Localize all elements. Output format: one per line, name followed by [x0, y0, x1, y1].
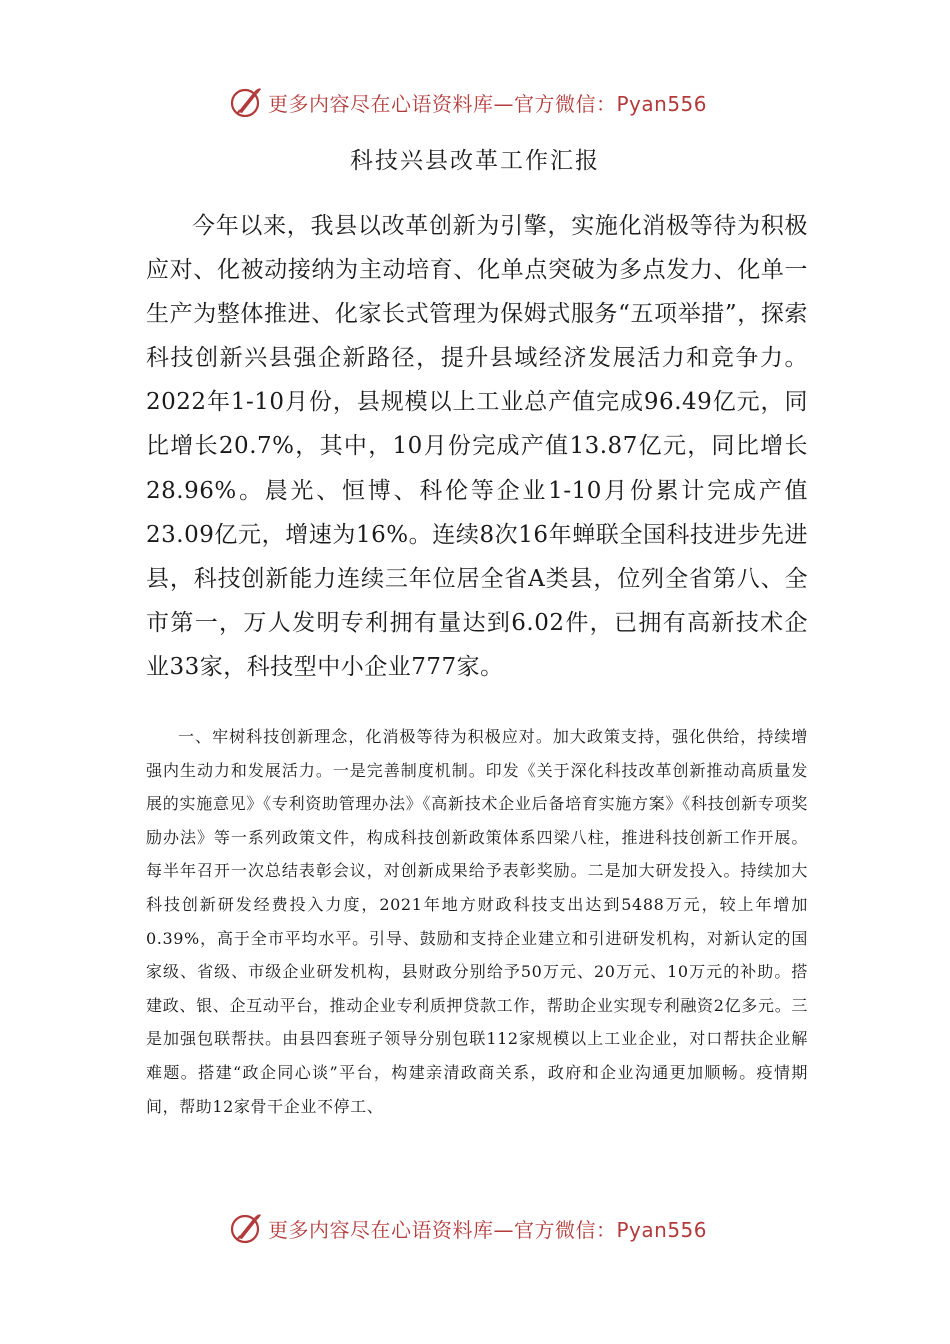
watermark-text: 更多内容尽在心语资料库—官方微信：Pyan556: [268, 1217, 708, 1242]
footer-watermark-banner: [228, 1208, 707, 1248]
document-title: 科技兴县改革工作汇报: [350, 148, 600, 174]
quill-pen-logo-icon: [228, 84, 264, 120]
section-one-paragraph: 一、牢树科技创新理念，化消极等待为积极应对。加大政策支持，强化供给，持续增强内生动力和发展活力。一是完善制度机制。印发《关于深化科技改革创新推动高质量发展的实施意见》《专利资助管理办法》《高新技术企业后备培育实施方案》《科技创新专项奖励办法》等一系列政策文件，构成科技创新政策体系四梁八柱，推进科技创新工作开展。每半年召开一次总结表彰会议，对创新成果给予表彰奖励。二是加大研发投入。持续加大科技创新研发经费投入力度，2021年地方财政科技支出达到5488万元，较上年增加0.39%，高于全市平均水平。引导、鼓励和支持企业建立和引进研发机构，对新认定的国家级、省级、市级企业研发机构，县财政分别给予50万元、20万元、10万元的补助。搭建政、银、企互动平台，推动企业专利质押贷款工作，帮助企业实现专利融资2亿多元。三是加强包联帮扶。由县四套班子领导分别包联112家规模以上工业企业，对口帮扶企业解难题。搭建“政企同心谈”平台，构建亲清政商关系，政府和企业沟通更加顺畅。疫情期间，帮助12家骨干企业不停工、: [146, 727, 808, 1116]
watermark-text: 更多内容尽在心语资料库—官方微信：Pyan556: [268, 91, 708, 116]
quill-pen-logo-icon: [228, 1210, 264, 1246]
intro-paragraph: 今年以来，我县以改革创新为引擎，实施化消极等待为积极应对、化被动接纳为主动培育、化单点突破为多点发力、化单一生产为整体推进、化家长式管理为保姆式服务“五项举措”，探索科技创新兴县强企新路径，提升县域经济发展活力和竞争力。2022年1-10月份，县规模以上工业总产值完成96.49亿元，同比增长20.7%，其中，10月份完成产值13.87亿元，同比增长28.96%。晨光、恒博、科伦等企业1-10月份累计完成产值23.09亿元，增速为16%。连续8次16年蝉联全国科技进步先进县，科技创新能力连续三年位居全省A类县，位列全省第八、全市第一，万人发明专利拥有量达到6.02件，已拥有高新技术企业33家，科技型中小企业777家。: [146, 213, 808, 680]
header-watermark-banner: [228, 82, 707, 122]
